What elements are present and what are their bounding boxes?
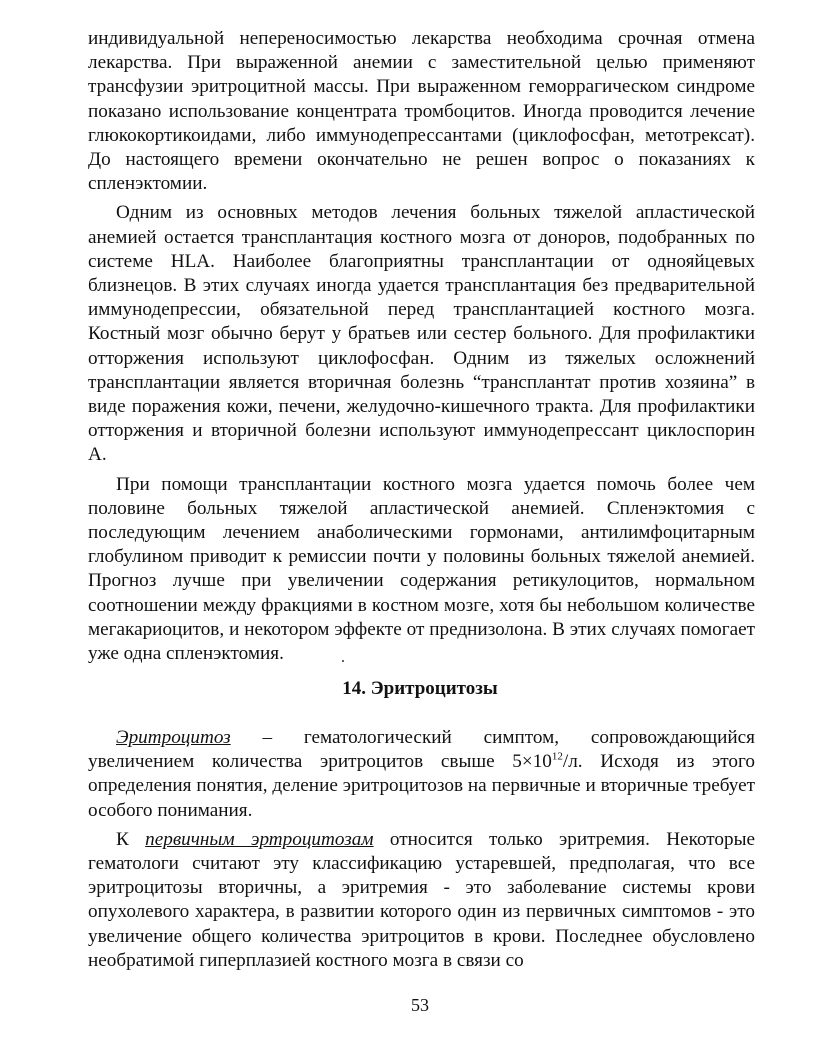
term-primary-erythrocytosis: первичным эртроцитозам — [145, 828, 374, 850]
paragraph: Одним из основных методов лечения больных тяжелой апластической анемией остается трансплантация костного мозга от доноров, подобранных по системе HLA. Наиболее благоприятны трансплантации от однояйцевых близнецов. В этих случаях иногда удается трансплантация без предварительной иммунодепрессии, обязательной перед трансплантацией костного мозга. Костный мозг обычно берут у братьев или сестер больного. Для профилактики отторжения используют циклофосфан. Одним из тяжелых осложнений трансплантации является вторичная болезнь “трансплантат против хозяина” в виде поражения кожи, печени, желудочно-кишечного тракта. Для профилактики отторжения и вторичной болезни используют иммунодепрессант циклоспорин А. — [88, 202, 755, 466]
page-number: 53 — [411, 995, 429, 1015]
paragraph — [88, 828, 755, 973]
section-heading: 14. Эритроцитозы — [342, 678, 498, 699]
stray-mark — [342, 660, 344, 662]
paragraph — [88, 726, 755, 823]
paragraph: индивидуальной непереносимостью лекарства необходима срочная отмена лекарства. При выраженной анемии с заместительной целью применяют трансфузии эритроцитной массы. При выраженном геморрагическом синдроме показано использование концентрата тромбоцитов. Иногда проводится лечение глюкокортикоидами, либо иммунодепрессантами (циклофосфан, метотрексат). До настоящего времени окончательно не решен вопрос о показаниях к спленэктомии. — [88, 28, 755, 195]
text-block-upper — [88, 27, 755, 666]
text-block-lower — [88, 726, 755, 973]
paragraph-text: /л. Исходя из этого определения понятия, деление эритроцитозов на первичные и вторичные требует особого понимания. — [88, 751, 756, 821]
paragraph-text: К — [116, 828, 146, 850]
paragraph-text: – гематологический симптом, сопровождающийся увеличением количества эритроцитов свыше 5×10 — [88, 727, 755, 773]
term-erythrocytosis: Эритроцитоз — [116, 727, 231, 748]
superscript: 12 — [551, 750, 563, 763]
paragraph: При помощи трансплантации костного мозга удается помочь более чем половине больных тяжелой апластической анемией. Спленэктомия с последующим лечением анаболическими гормонами, антилимфоцитарным глобулином приводит к ремиссии почти у половины больных тяжелой анемией. Прогноз лучше при увеличении содержания ретикулоцитов, нормальном соотношении между фракциями в костном мозге, хотя бы небольшом количестве мегакариоцитов, и некотором эффекте от преднизолона. В этих случаях помогает уже одна спленэктомия. — [88, 473, 755, 665]
paragraph-text: относится только эритремия. Некоторые гематологи считают эту классификацию устаревшей, предполагая, что все эритроцитозы вторичны, а эритремия - это заболевание системы крови опухолевого характера, в развитии которого один из первичных симптомов - это увеличение общего количества эритроцитов в крови. Последнее обусловлено необратимой гиперплазией костного мозга в связи со — [88, 828, 756, 971]
